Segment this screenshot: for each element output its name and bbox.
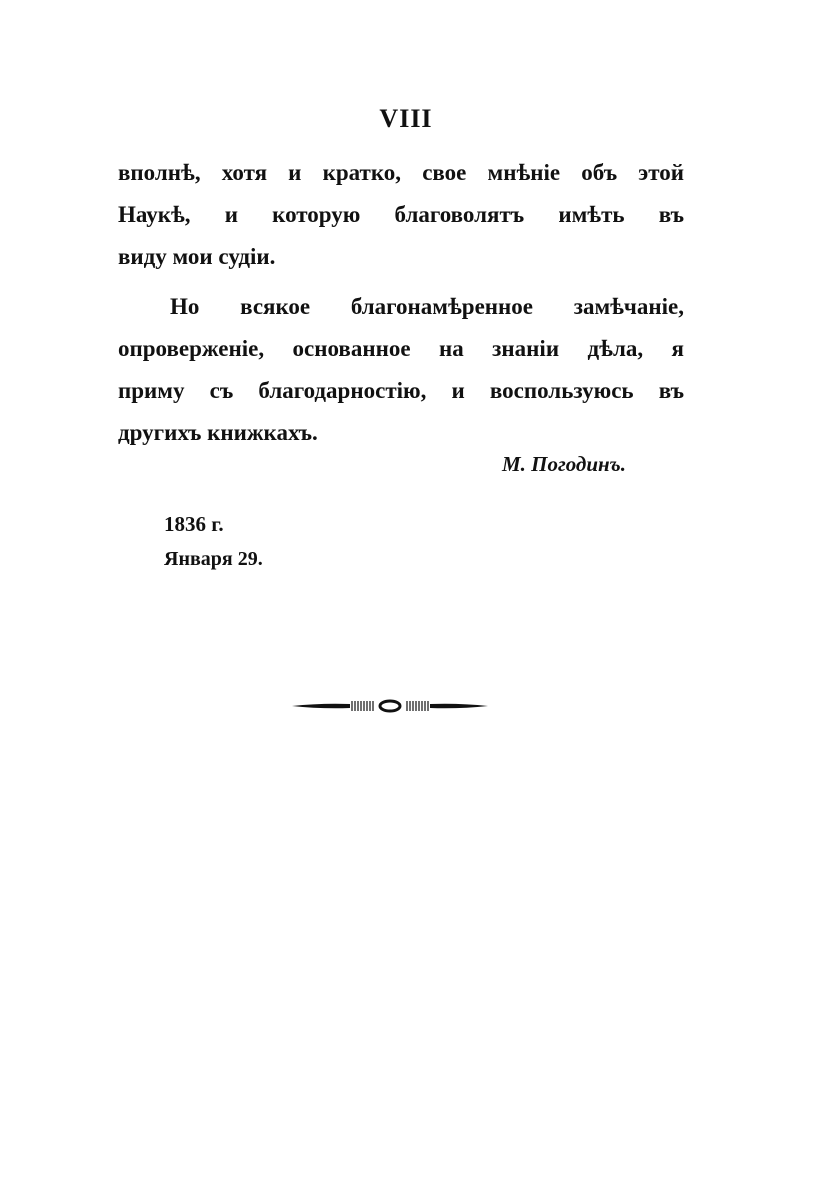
date-year: 1836 г. <box>164 512 224 536</box>
text-line: опроверженіе, основанное на знаніи дѣла, я <box>118 336 684 361</box>
text-line: приму съ благодарностію, и воспользуюсь въ <box>118 378 684 403</box>
author-signature: М. Погодинъ. <box>501 452 626 476</box>
text-line: Наукѣ, и которую благоволятъ имѣть въ <box>118 202 684 227</box>
text-line: вполнѣ, хотя и кратко, свое мнѣніе объ этой <box>118 160 684 185</box>
ornament-shape <box>292 701 488 711</box>
text-line: другихъ книжкахъ. <box>118 420 318 445</box>
text-line: Но всякое благонамѣренное замѣчаніе, <box>170 294 684 319</box>
date-day: Января 29. <box>164 548 263 570</box>
body-text <box>118 152 684 454</box>
text-line: виду мои судіи. <box>118 244 276 269</box>
page-number: VIII <box>379 104 433 133</box>
ornament-divider <box>290 696 490 716</box>
